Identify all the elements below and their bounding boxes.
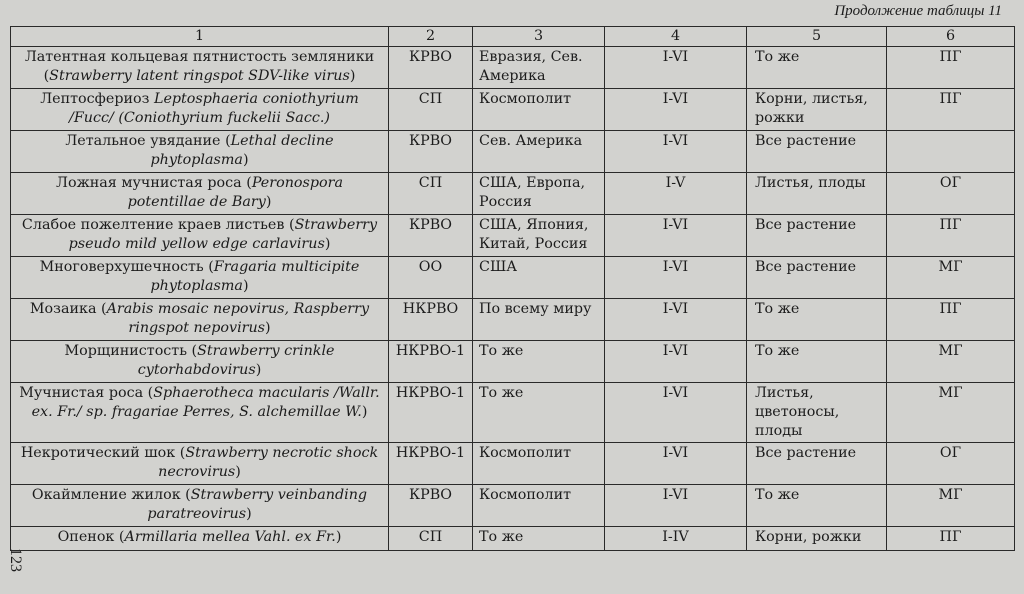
group-cell: МГ	[887, 383, 1015, 443]
paren-open: (	[241, 175, 252, 191]
paren-close: )	[242, 278, 249, 294]
affected-parts-cell: То же	[747, 299, 887, 341]
table-row	[11, 89, 1015, 131]
affected-parts-cell: Все растение	[747, 443, 887, 485]
paren-close: )	[349, 68, 356, 84]
months-cell: I-VI	[605, 443, 747, 485]
scientific-name: Armillaria mellea Vahl. ex Fr.	[124, 529, 336, 545]
scientific-name: Leptosphaeria coniothyrium /Fucс/ (Coniothyrium fuckelii Sacc.)	[69, 91, 359, 126]
scientific-name: Arabis mosaic nepovirus, Raspberry ringspot nepovirus	[106, 301, 370, 336]
vector-type-cell: КРВО	[389, 131, 473, 173]
table-row	[11, 341, 1015, 383]
months-cell: I-VI	[605, 341, 747, 383]
disease-name: Ложная мучнистая роса	[56, 175, 242, 191]
group-cell: МГ	[887, 341, 1015, 383]
disease-name: Латентная кольцевая пятнистость земляники	[24, 49, 375, 65]
paren-open: (	[284, 217, 295, 233]
disease-name: Опенок	[57, 529, 115, 545]
months-cell: I-VI	[605, 89, 747, 131]
page-number: 123	[7, 548, 24, 572]
table-header-row	[11, 27, 1015, 47]
months-cell: I-IV	[605, 527, 747, 551]
distribution-cell: То же	[473, 527, 605, 551]
group-cell: ПГ	[887, 215, 1015, 257]
disease-name: Летальное увядание	[65, 133, 221, 149]
months-cell: I-VI	[605, 299, 747, 341]
affected-parts-cell: Листья, цветоносы, плоды	[747, 383, 887, 443]
header-cell: 6	[887, 27, 1015, 47]
vector-type-cell: ОО	[389, 257, 473, 299]
vector-type-cell: КРВО	[389, 47, 473, 89]
group-cell: ПГ	[887, 299, 1015, 341]
paren-open: (	[43, 68, 50, 84]
disease-name-cell	[11, 173, 389, 215]
affected-parts-cell: То же	[747, 485, 887, 527]
group-cell: ПГ	[887, 527, 1015, 551]
affected-parts-cell: То же	[747, 341, 887, 383]
distribution-cell: То же	[473, 383, 605, 443]
scientific-name: Sphaerotheca macularis /Wallr. ex. Fr./ sp. fragariae Perres, S. alchemillae W.	[31, 385, 380, 420]
months-cell: I-VI	[605, 485, 747, 527]
table-row	[11, 443, 1015, 485]
disease-name-cell	[11, 527, 389, 551]
table-row	[11, 299, 1015, 341]
disease-name-cell	[11, 257, 389, 299]
disease-name-cell	[11, 485, 389, 527]
paren-open: (	[187, 343, 198, 359]
affected-parts-cell: Все растение	[747, 131, 887, 173]
vector-type-cell: НКРВО-1	[389, 443, 473, 485]
header-cell: 4	[605, 27, 747, 47]
distribution-cell: Сев. Америка	[473, 131, 605, 173]
scientific-name: Strawberry pseudo mild yellow edge carlavirus	[68, 217, 378, 252]
paren-open: (	[180, 487, 191, 503]
vector-type-cell: СП	[389, 89, 473, 131]
group-cell: МГ	[887, 257, 1015, 299]
vector-type-cell: КРВО	[389, 215, 473, 257]
affected-parts-cell: Корни, листья, рожки	[747, 89, 887, 131]
disease-name-cell	[11, 443, 389, 485]
header-cell: 1	[11, 27, 389, 47]
disease-name: Мозаика	[29, 301, 97, 317]
table-row	[11, 173, 1015, 215]
vector-type-cell: КРВО	[389, 485, 473, 527]
disease-name-cell	[11, 89, 389, 131]
paren-close: )	[324, 236, 331, 252]
scientific-name: Strawberry crinkle cytorhabdovirus	[137, 343, 335, 378]
vector-type-cell: НКРВО-1	[389, 341, 473, 383]
group-cell: ПГ	[887, 47, 1015, 89]
affected-parts-cell: То же	[747, 47, 887, 89]
paren-close: )	[242, 152, 249, 168]
table-row	[11, 485, 1015, 527]
group-cell: МГ	[887, 485, 1015, 527]
disease-name: Некротический шок	[20, 445, 176, 461]
months-cell: I-VI	[605, 215, 747, 257]
paren-open: (	[203, 259, 214, 275]
paren-close: )	[246, 506, 252, 522]
months-cell: I-VI	[605, 131, 747, 173]
months-cell: I-VI	[605, 47, 747, 89]
distribution-cell: Космополит	[473, 443, 605, 485]
affected-parts-cell: Корни, рожки	[747, 527, 887, 551]
paren-close: )	[265, 194, 272, 210]
table-row	[11, 527, 1015, 551]
distribution-cell: По всему миру	[473, 299, 605, 341]
distribution-cell: Космополит	[473, 89, 605, 131]
disease-name-cell	[11, 131, 389, 173]
months-cell: I-V	[605, 173, 747, 215]
table-row	[11, 47, 1015, 89]
affected-parts-cell: Все растение	[747, 215, 887, 257]
affected-parts-cell: Листья, плоды	[747, 173, 887, 215]
table-row	[11, 215, 1015, 257]
scientific-name: Peronospora potentillae de Bary	[127, 175, 343, 210]
vector-type-cell: НКРВО	[389, 299, 473, 341]
scientific-name: Strawberry veinbanding paratreovirus	[147, 487, 368, 522]
scientific-name: Fragaria multicipite phytoplasma	[150, 259, 360, 294]
distribution-cell: Евразия, Сев. Америка	[473, 47, 605, 89]
paren-close: )	[255, 362, 262, 378]
group-cell: ПГ	[887, 89, 1015, 131]
vector-type-cell: СП	[389, 173, 473, 215]
paren-close: )	[335, 529, 342, 545]
disease-name: Слабое пожелтение краев листьев	[21, 217, 285, 233]
scientific-name: Lethal decline phytoplasma	[150, 133, 334, 168]
table-caption: Продолжение таблицы 11	[834, 3, 1002, 19]
paren-open: (	[143, 385, 154, 401]
header-cell: 5	[747, 27, 887, 47]
vector-type-cell: СП	[389, 527, 473, 551]
table-row	[11, 383, 1015, 443]
group-cell	[887, 131, 1015, 173]
paren-close: )	[235, 464, 241, 480]
vector-type-cell: НКРВО-1	[389, 383, 473, 443]
affected-parts-cell: Все растение	[747, 257, 887, 299]
scientific-name: Strawberry necrotic shock necrovirus	[158, 445, 379, 480]
disease-name-cell	[11, 299, 389, 341]
distribution-cell: США, Япония, Китай, Россия	[473, 215, 605, 257]
group-cell: ОГ	[887, 443, 1015, 485]
scientific-name: Strawberry latent ringspot SDV-like virus	[49, 68, 350, 84]
paren-open: (	[175, 445, 186, 461]
distribution-cell: США	[473, 257, 605, 299]
disease-name: Морщинистость	[64, 343, 188, 359]
months-cell: I-VI	[605, 383, 747, 443]
disease-name: Мучнистая роса	[19, 385, 144, 401]
group-cell: ОГ	[887, 173, 1015, 215]
table-row	[11, 257, 1015, 299]
paren-open: (	[220, 133, 231, 149]
distribution-cell: То же	[473, 341, 605, 383]
distribution-cell: США, Европа, Россия	[473, 173, 605, 215]
disease-name-cell	[11, 383, 389, 443]
paren-open: (	[114, 529, 125, 545]
disease-name: Окаймление жилок	[31, 487, 181, 503]
header-cell: 2	[389, 27, 473, 47]
disease-name-cell	[11, 215, 389, 257]
disease-name: Многоверхушечность	[39, 259, 204, 275]
distribution-cell: Космополит	[473, 485, 605, 527]
disease-name-cell	[11, 341, 389, 383]
paren-close: )	[361, 404, 368, 420]
table-row	[11, 131, 1015, 173]
disease-name-cell	[11, 47, 389, 89]
header-cell: 3	[473, 27, 605, 47]
paren-close: )	[265, 320, 271, 336]
months-cell: I-VI	[605, 257, 747, 299]
disease-table	[10, 26, 1015, 551]
paren-open: (	[96, 301, 107, 317]
disease-name: Лептосфериоз	[40, 91, 150, 107]
